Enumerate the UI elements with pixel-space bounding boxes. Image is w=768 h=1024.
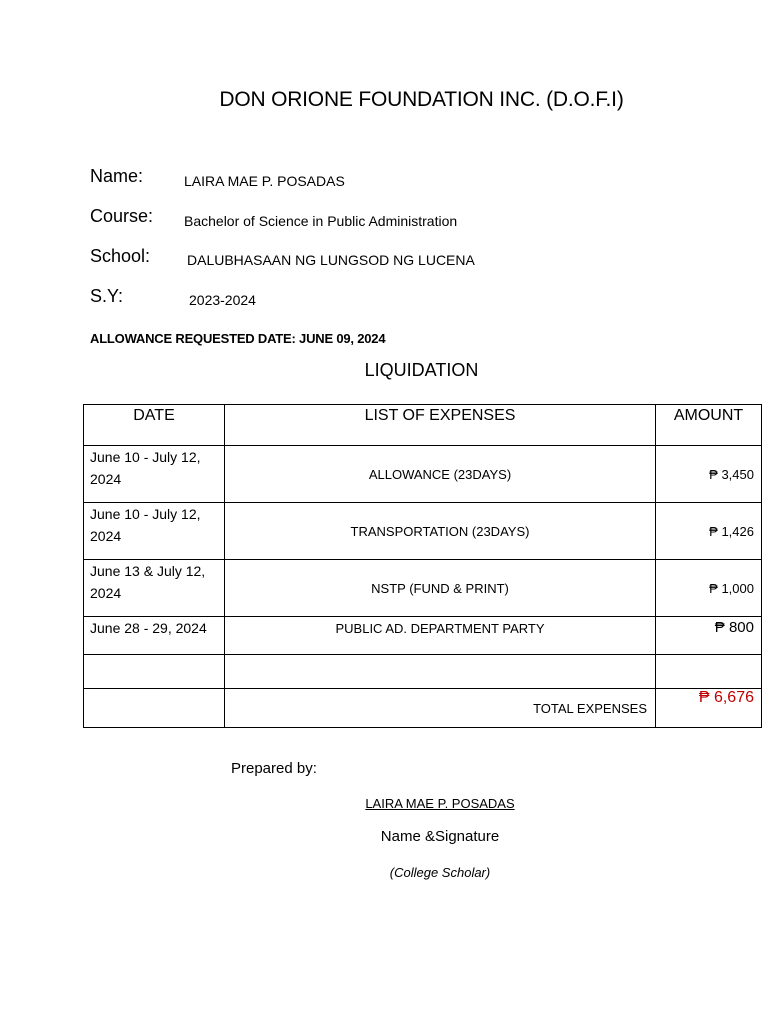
school-label: School: [90, 246, 151, 266]
table-row [84, 446, 762, 503]
name-signature-label: Name &Signature [380, 828, 500, 845]
header-date: DATE [84, 405, 225, 446]
name-value: LAIRA MAE P. POSADAS [184, 173, 345, 189]
expenses-table [83, 404, 762, 728]
table-row [84, 503, 762, 560]
row-amount: ₱ 1,000 [656, 560, 762, 617]
prepared-by-label: Prepared by: [231, 760, 317, 777]
row-expense: TRANSPORTATION (23DAYS) [225, 503, 656, 560]
row-expense: ALLOWANCE (23DAYS) [225, 446, 656, 503]
signer-role: (College Scholar) [389, 865, 491, 880]
empty-cell [84, 689, 225, 728]
course-value: Bachelor of Science in Public Administration [184, 213, 458, 229]
row-date: June 28 - 29, 2024 [84, 617, 225, 655]
empty-cell [225, 655, 656, 689]
school-value: DALUBHASAAN NG LUNGSOD NG LUCENA [187, 252, 475, 268]
empty-cell [656, 655, 762, 689]
row-amount: ₱ 1,426 [656, 503, 762, 560]
row-expense: NSTP (FUND & PRINT) [225, 560, 656, 617]
row-expense: PUBLIC AD. DEPARTMENT PARTY [225, 617, 656, 655]
total-amount: ₱ 6,676 [656, 689, 762, 728]
signer-name: LAIRA MAE P. POSADAS [365, 796, 515, 811]
row-date: June 13 & July 12, 2024 [84, 560, 225, 617]
table-row [84, 560, 762, 617]
table-header-row [84, 405, 762, 446]
row-amount: ₱ 800 [656, 617, 762, 655]
header-expenses: LIST OF EXPENSES [225, 405, 656, 446]
section-title: LIQUIDATION [364, 360, 479, 380]
row-date: June 10 - July 12, 2024 [84, 503, 225, 560]
table-row [84, 617, 762, 655]
name-label: Name: [90, 166, 144, 186]
allowance-requested-date: ALLOWANCE REQUESTED DATE: JUNE 09, 2024 [90, 331, 386, 346]
sy-value: 2023-2024 [189, 292, 256, 308]
empty-cell [84, 655, 225, 689]
table-total-row [84, 689, 762, 728]
row-amount: ₱ 3,450 [656, 446, 762, 503]
row-date: June 10 - July 12, 2024 [84, 446, 225, 503]
header-amount: AMOUNT [656, 405, 762, 446]
document-title: DON ORIONE FOUNDATION INC. (D.O.F.I) [219, 88, 624, 111]
total-label: TOTAL EXPENSES [225, 689, 656, 728]
sy-label: S.Y: [90, 286, 124, 306]
table-row-empty [84, 655, 762, 689]
course-label: Course: [90, 206, 154, 226]
